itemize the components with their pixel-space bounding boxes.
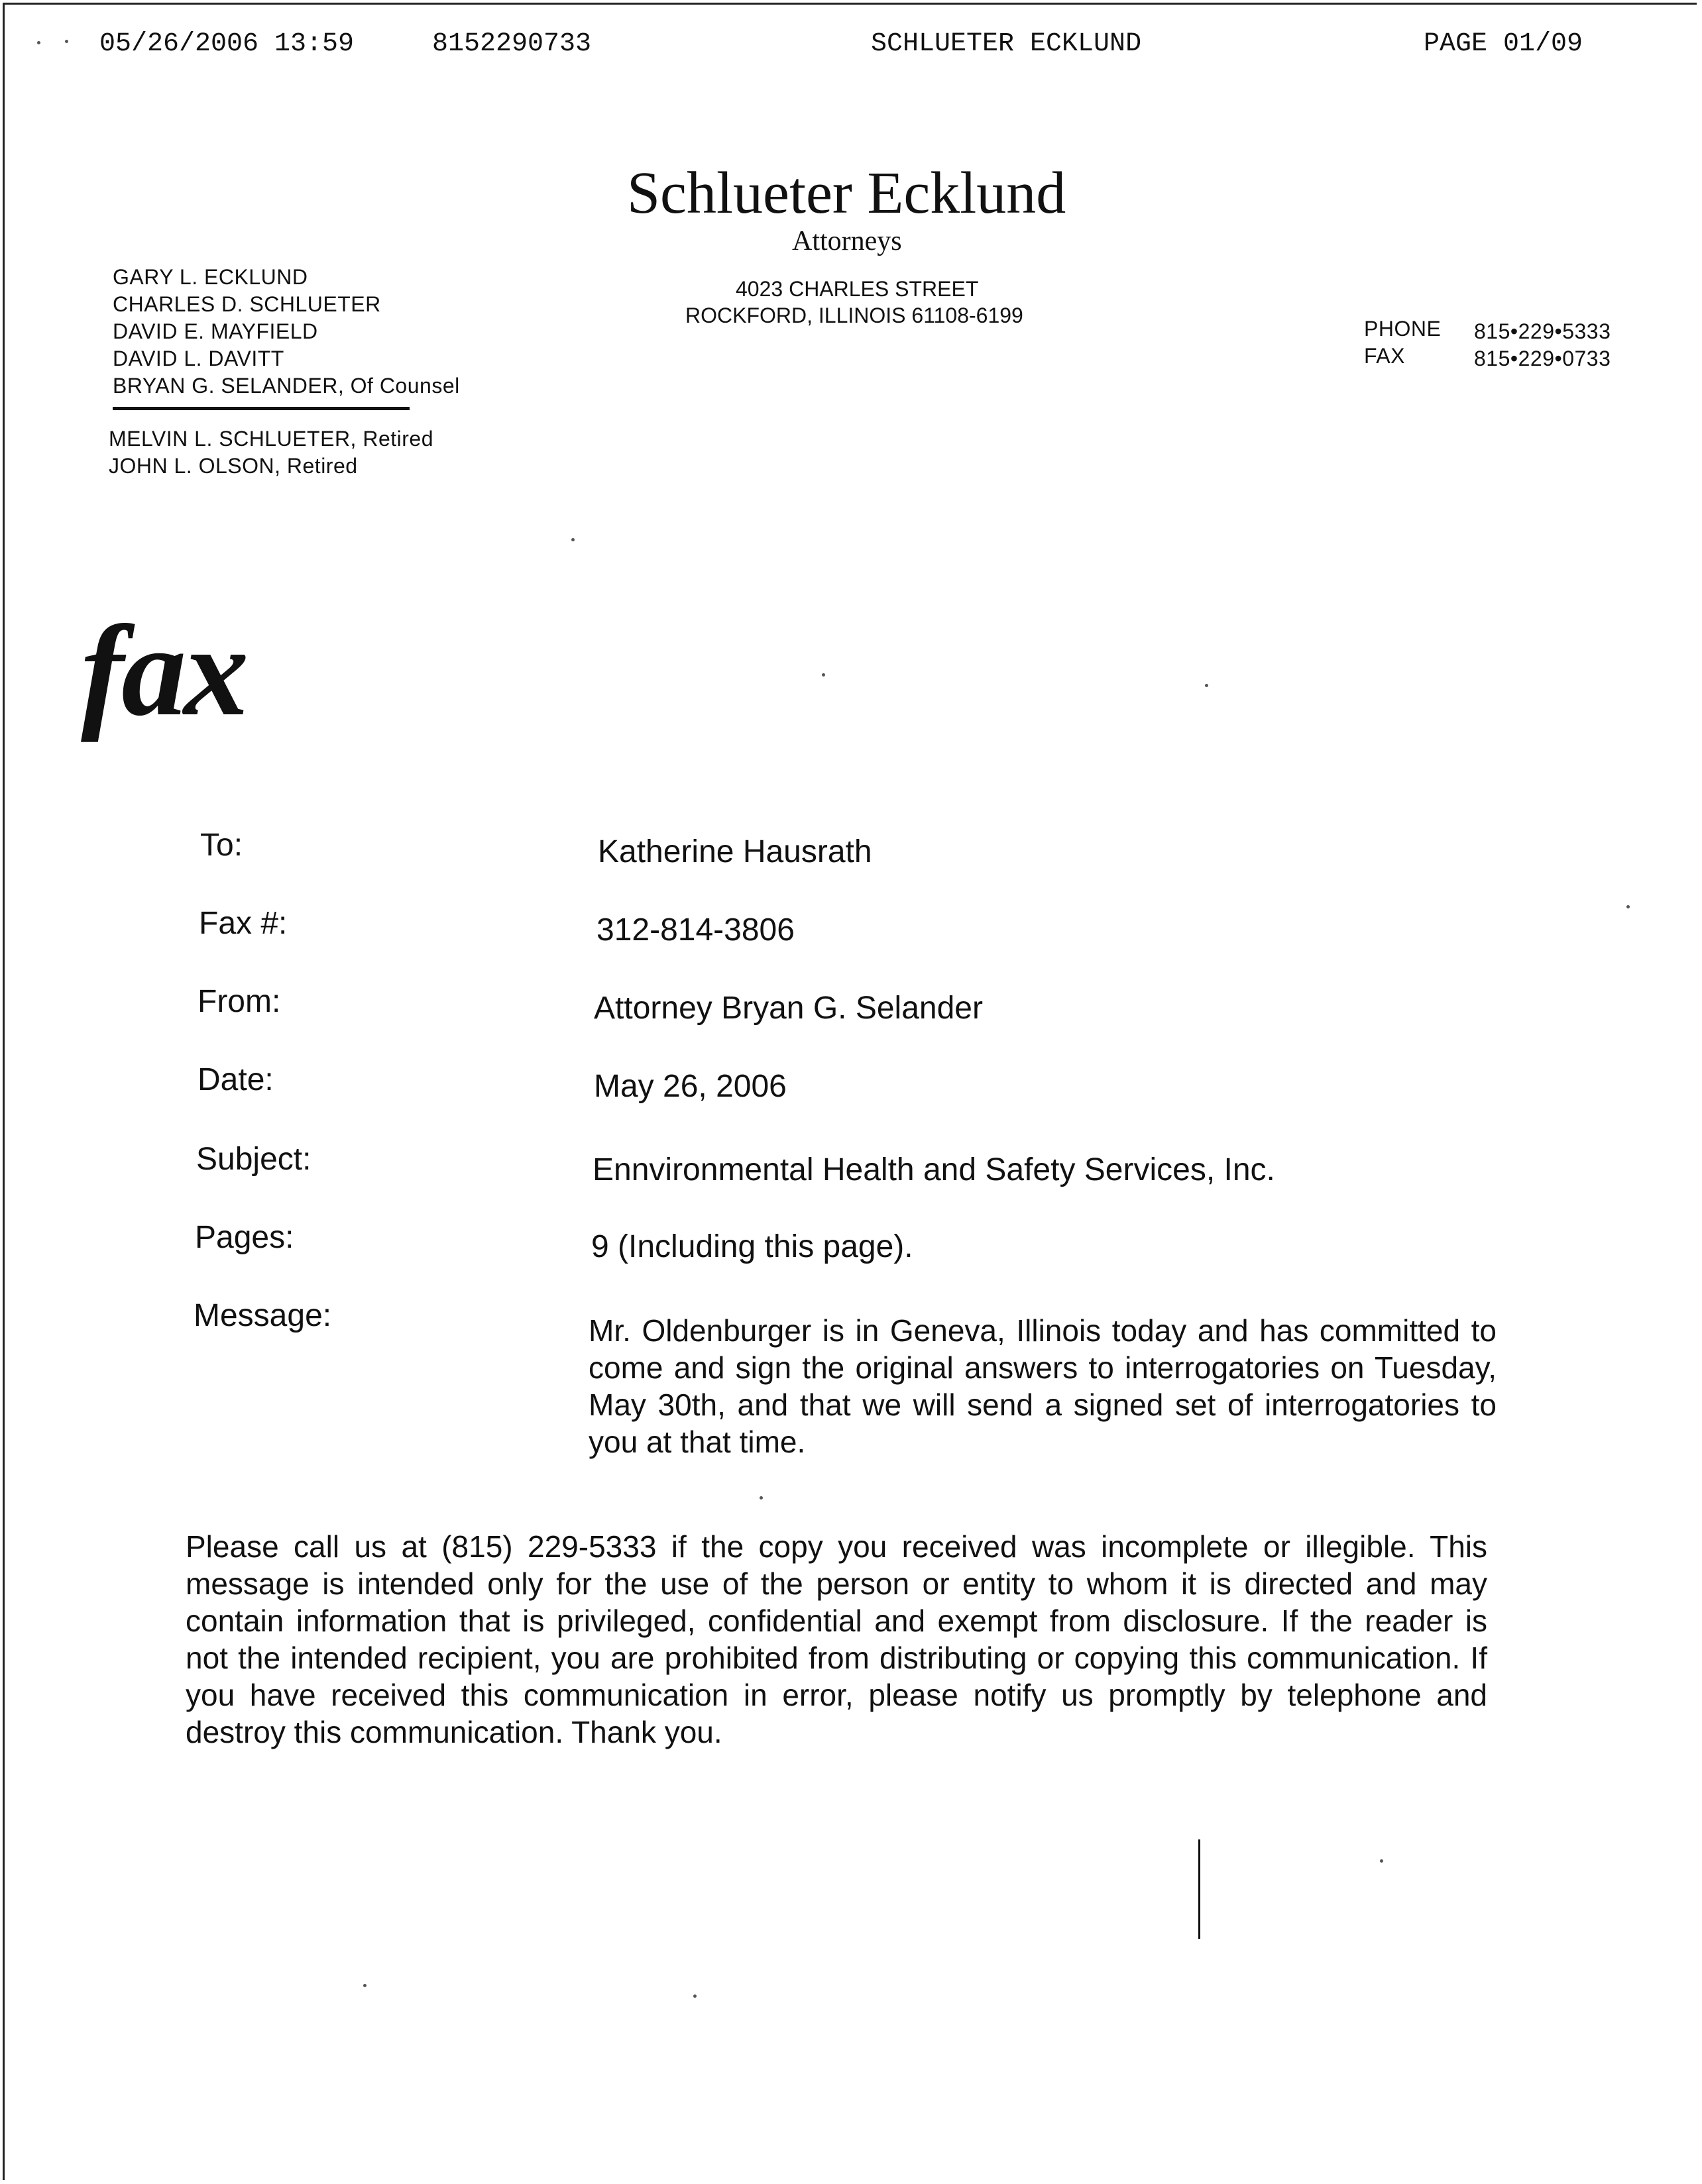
phone-label: PHONE	[1364, 317, 1442, 341]
partner-name: BRYAN G. SELANDER, Of Counsel	[113, 374, 460, 398]
partner-name: GARY L. ECKLUND	[113, 265, 308, 289]
fax-page-counter: PAGE 01/09	[1424, 29, 1583, 59]
scan-speck	[1380, 1859, 1383, 1863]
retired-list	[109, 425, 433, 480]
scan-speck	[760, 1496, 763, 1500]
date-value: May 26, 2006	[594, 1069, 787, 1104]
partner-divider	[113, 407, 410, 410]
scan-speck	[822, 673, 825, 677]
retired-name: MELVIN L. SCHLUETER, Retired	[109, 427, 433, 451]
scan-mark-line	[1198, 1839, 1200, 1939]
message-label: Message:	[194, 1298, 332, 1333]
pages-label: Pages:	[195, 1220, 294, 1255]
fax-label: FAX	[1364, 344, 1405, 368]
scan-speck	[571, 538, 575, 541]
from-value: Attorney Bryan G. Selander	[594, 991, 983, 1026]
to-value: Katherine Hausrath	[598, 834, 872, 869]
subject-label: Subject:	[196, 1142, 312, 1177]
partner-list	[113, 264, 460, 400]
address-line-2: ROCKFORD, ILLINOIS 61108-6199	[685, 303, 1023, 327]
fax-sender-number: 8152290733	[432, 29, 592, 59]
phone-number: 815•229•5333	[1474, 319, 1611, 343]
partner-name: CHARLES D. SCHLUETER	[113, 292, 381, 316]
to-label: To:	[200, 828, 243, 863]
fax-number-label: Fax #:	[199, 906, 288, 941]
date-label: Date:	[198, 1062, 274, 1097]
address-line-1: 4023 CHARLES STREET	[736, 277, 979, 301]
scan-speck	[37, 41, 40, 44]
fax-timestamp: 05/26/2006 13:59	[99, 29, 355, 59]
partner-name: DAVID L. DAVITT	[113, 347, 284, 370]
scan-speck	[363, 1984, 367, 1987]
scan-speck	[1626, 905, 1630, 908]
fax-number: 815•229•0733	[1474, 347, 1611, 370]
confidentiality-disclaimer: Please call us at (815) 229-5333 if the copy you received was incomplete or illegible. This message is intended only for the use of the person or entity to whom it is directed and may contain information that is privileged, confidential and exempt from disclosure. If the reader is not the intended recipient, you are prohibited from distributing or copying this communication. If you have received this communication in error, please notify us promptly by telephone and destroy this communication. Thank you.	[186, 1529, 1487, 1749]
phone-fax-values	[1474, 318, 1611, 372]
pages-value: 9 (Including this page).	[591, 1229, 913, 1264]
subject-value: Ennvironmental Health and Safety Services, Inc.	[593, 1152, 1275, 1187]
firm-subtitle: Attorneys	[792, 226, 902, 256]
retired-name: JOHN L. OLSON, Retired	[109, 454, 358, 478]
from-label: From:	[198, 984, 281, 1019]
firm-name: Schlueter Ecklund	[627, 160, 1066, 226]
scan-speck	[1205, 684, 1208, 687]
phone-fax-labels	[1364, 315, 1441, 370]
scan-speck	[693, 1994, 697, 1998]
message-body: Mr. Oldenburger is in Geneva, Illinois today and has committed to come and sign the original answers to interrogatories on Tuesday, May 30th, and that we will send a signed set of interrogatories to you at that time.	[589, 1313, 1497, 1459]
fax-header-sender: SCHLUETER ECKLUND	[871, 29, 1142, 59]
fax-number-value: 312-814-3806	[596, 912, 795, 948]
scan-speck	[65, 40, 68, 43]
partner-name: DAVID E. MAYFIELD	[113, 319, 318, 343]
fax-title: fax	[81, 599, 247, 743]
